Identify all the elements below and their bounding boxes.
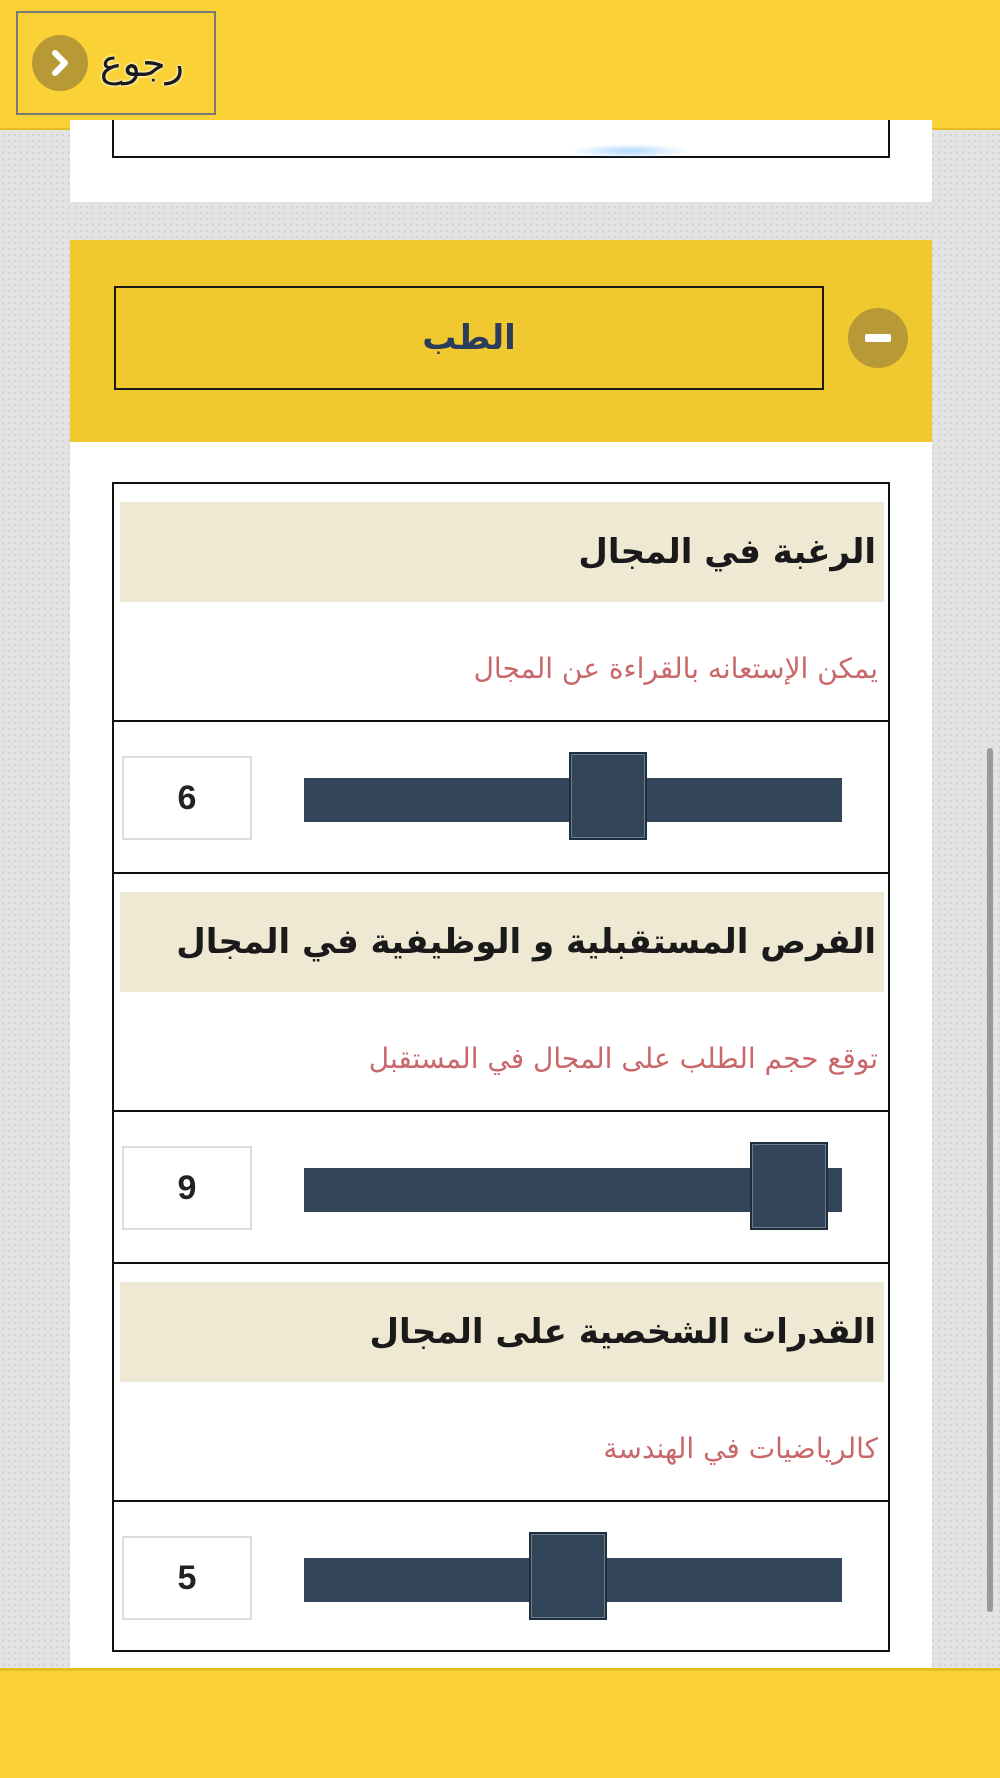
criteria-list <box>112 482 890 1652</box>
score-value[interactable]: 5 <box>122 1536 252 1620</box>
previous-card-box <box>112 120 890 158</box>
criterion-hint: يمكن الإستعانه بالقراءة عن المجال <box>473 652 878 685</box>
slider-thumb[interactable] <box>569 752 647 840</box>
vertical-scrollbar[interactable] <box>987 748 993 1612</box>
decorative-glow <box>570 144 690 158</box>
criterion-title-band <box>120 892 884 992</box>
minus-icon <box>865 334 891 342</box>
criterion-title-band <box>120 502 884 602</box>
criterion-description <box>114 874 888 1112</box>
criterion-title: القدرات الشخصية على المجال <box>369 1312 876 1352</box>
section-title: الطب <box>422 318 516 358</box>
collapse-button[interactable] <box>848 308 908 368</box>
slider-thumb[interactable] <box>750 1142 828 1230</box>
previous-card <box>70 120 932 202</box>
criterion-slider-row <box>114 722 888 874</box>
back-button[interactable] <box>16 11 216 115</box>
bottom-bar <box>0 1668 1000 1778</box>
score-value[interactable]: 9 <box>122 1146 252 1230</box>
section-title-box[interactable] <box>114 286 824 390</box>
criterion-hint: توقع حجم الطلب على المجال في المستقبل <box>368 1042 878 1075</box>
content-panel <box>70 442 932 1668</box>
chevron-right-icon <box>32 35 88 91</box>
criterion-hint: كالرياضيات في الهندسة <box>603 1432 878 1465</box>
criterion-title-band <box>120 1282 884 1382</box>
section-header <box>70 240 932 442</box>
criterion-description <box>114 1264 888 1502</box>
top-bar <box>0 0 1000 130</box>
criterion-slider-row <box>114 1502 888 1654</box>
slider-thumb[interactable] <box>529 1532 607 1620</box>
score-value[interactable]: 6 <box>122 756 252 840</box>
criterion-title: الرغبة في المجال <box>578 532 876 572</box>
criterion-slider-row <box>114 1112 888 1264</box>
back-label: رجوع <box>99 41 184 85</box>
criterion-title: الفرص المستقبلية و الوظيفية في المجال <box>176 922 876 962</box>
criterion-description <box>114 484 888 722</box>
